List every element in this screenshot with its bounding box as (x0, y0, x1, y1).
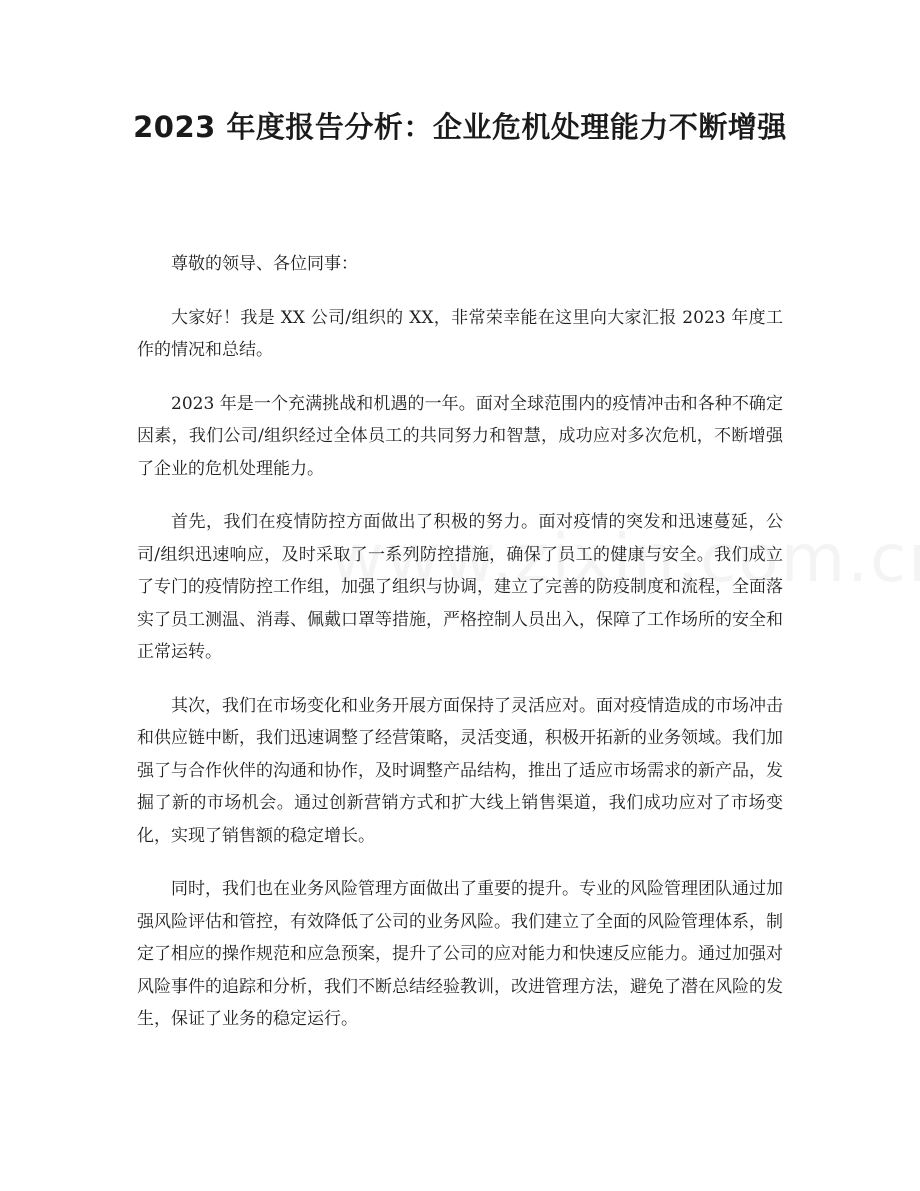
paragraph-overview: 2023 年是一个充满挑战和机遇的一年。面对全球范围内的疫情冲击和各种不确定因素，我们公司/组织经过全体员工的共同努力和智慧，成功应对多次危机，不断增强了企业的危机处理能力。 (137, 393, 783, 479)
paragraph-salutation: 尊敬的领导、各位同事： (171, 254, 358, 274)
paragraph-market-response: 其次，我们在市场变化和业务开展方面保持了灵活应对。面对疫情造成的市场冲击和供应链中断，我们迅速调整了经营策略，灵活变通，积极开拓新的业务领域。我们加强了与合作伙伴的沟通和协作，及时调整产品结构，推出了适应市场需求的新产品，发掘了新的市场机会。通过创新营销方式和扩大线上销售渠道，我们成功应对了市场变化，实现了销售额的稳定增长。 (137, 695, 783, 846)
document-body (137, 248, 783, 1057)
paragraph-risk-management: 同时，我们也在业务风险管理方面做出了重要的提升。专业的风险管理团队通过加强风险评估和管控，有效降低了公司的业务风险。我们建立了全面的风险管理体系，制定了相应的操作规范和应急预案，提升了公司的应对能力和快速反应能力。通过加强对风险事件的追踪和分析，我们不断总结经验教训，改进管理方法，避免了潜在风险的发生，保证了业务的稳定运行。 (137, 879, 783, 1029)
paragraph-intro: 大家好！我是 XX 公司/组织的 XX，非常荣幸能在这里向大家汇报 2023 年度工作的情况和总结。 (137, 307, 783, 360)
paragraph-epidemic-control: 首先，我们在疫情防控方面做出了积极的努力。面对疫情的突发和迅速蔓延，公司/组织迅速响应，及时采取了一系列防控措施，确保了员工的健康与安全。我们成立了专门的疫情防控工作组，加强了组织与协调，建立了完善的防疫制度和流程，全面落实了员工测温、消毒、佩戴口罩等措施，严格控制人员出入，保障了工作场所的安全和正常运转。 (137, 512, 783, 662)
document-title: 2023 年度报告分析：企业危机处理能力不断增强 (133, 110, 787, 144)
